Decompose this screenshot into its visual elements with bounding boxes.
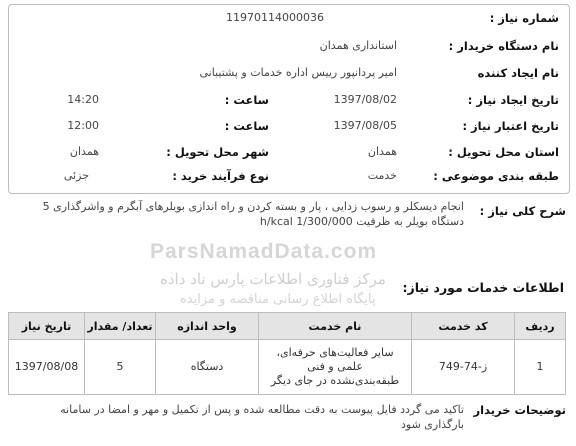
process-value: جزئی [63, 169, 89, 182]
row-name [259, 340, 412, 395]
row-unit: دستگاه [156, 340, 259, 395]
table-row [9, 340, 566, 395]
created-date-row [9, 93, 569, 117]
col-qty: تعداد/ مقدار [85, 313, 156, 340]
buyer-org-row [9, 39, 569, 63]
row-name-line-3: طبقه‌بندی‌نشده در جای دیگر [270, 374, 400, 387]
created-date-value: 1397/08/02 [333, 93, 397, 106]
delivery-province-value: همدان [367, 145, 397, 158]
category-label: طبقه بندی موضوعی : [433, 169, 559, 183]
need-info-box [8, 4, 570, 194]
description-text [14, 199, 464, 229]
row-name-line-1: سایر فعالیت‌های حرفه‌ای، [276, 346, 394, 359]
services-title: اطلاعات خدمات مورد نیاز: [402, 280, 564, 295]
need-number-value: 11970114000036 [226, 11, 324, 24]
services-table [8, 312, 566, 395]
valid-date-value: 1397/08/05 [333, 119, 397, 132]
col-date: تاریخ نیاز [9, 313, 85, 340]
delivery-row [9, 145, 569, 169]
valid-time-label: ساعت : [224, 119, 269, 133]
services-header-row [9, 313, 566, 340]
valid-time-value: 12:00 [67, 119, 99, 132]
watermark-brand: ParsNamadData.com [150, 240, 378, 263]
created-date-label: تاریخ ایجاد نیاز : [467, 93, 559, 107]
category-row [9, 169, 569, 193]
row-name-line-2: علمی و فنی [307, 360, 363, 373]
row-qty: 5 [85, 340, 156, 395]
delivery-city-label: شهر محل تحویل : [166, 145, 269, 159]
col-code: کد خدمت [412, 313, 515, 340]
notes-line-1: تاکید می گردد فایل پیوست به دقت مطالعه شده و پس از تکمیل و مهر و امضا در سامانه [60, 403, 464, 416]
row-index: 1 [515, 340, 566, 395]
notes-text [34, 402, 464, 432]
notes-label: توضیحات خریدار [473, 403, 566, 417]
watermark-line-2: پایگاه اطلاع رسانی مناقصه و مزایده [180, 292, 376, 307]
row-date: 1397/08/08 [9, 340, 85, 395]
watermark-line-1: مرکز فناوری اطلاعات پارس ناد داده [160, 270, 386, 288]
creator-label: نام ایجاد کننده [477, 66, 559, 80]
need-number-row [9, 11, 569, 35]
creator-value: امیر پردانپور رییس اداره خدمات و پشتیبانی [199, 66, 397, 79]
notes-line-2: بارگذاری شود [400, 418, 464, 431]
created-time-label: ساعت : [224, 93, 269, 107]
category-value: خدمت [367, 169, 397, 182]
col-index: ردیف [515, 313, 566, 340]
valid-date-label: تاریخ اعتبار نیاز : [462, 119, 559, 133]
delivery-city-value: همدان [69, 145, 99, 158]
col-unit: واحد اندازه [156, 313, 259, 340]
created-time-value: 14:20 [67, 93, 99, 106]
need-number-label: شماره نیاز : [489, 11, 559, 25]
description-line-1: انجام دیسکلر و رسوب زدایی ، پار و بسته کردن و راه اندازی بویلرهای آبگرم و واشرگذاری 5 [42, 200, 464, 213]
buyer-org-value: استانداری همدان [319, 39, 397, 52]
description-line-2: دستگاه بویلر به ظرفیت 1/300/000 h/kcal [259, 215, 464, 228]
description-label: شرح کلی نیاز : [479, 204, 566, 218]
delivery-province-label: استان محل تحویل : [448, 145, 559, 159]
row-code: ز-74-749 [412, 340, 515, 395]
creator-row [9, 66, 569, 90]
process-label: نوع فرآیند خرید : [172, 169, 269, 183]
valid-date-row [9, 119, 569, 143]
buyer-org-label: نام دستگاه خریدار : [448, 39, 559, 53]
col-name: نام خدمت [259, 313, 412, 340]
